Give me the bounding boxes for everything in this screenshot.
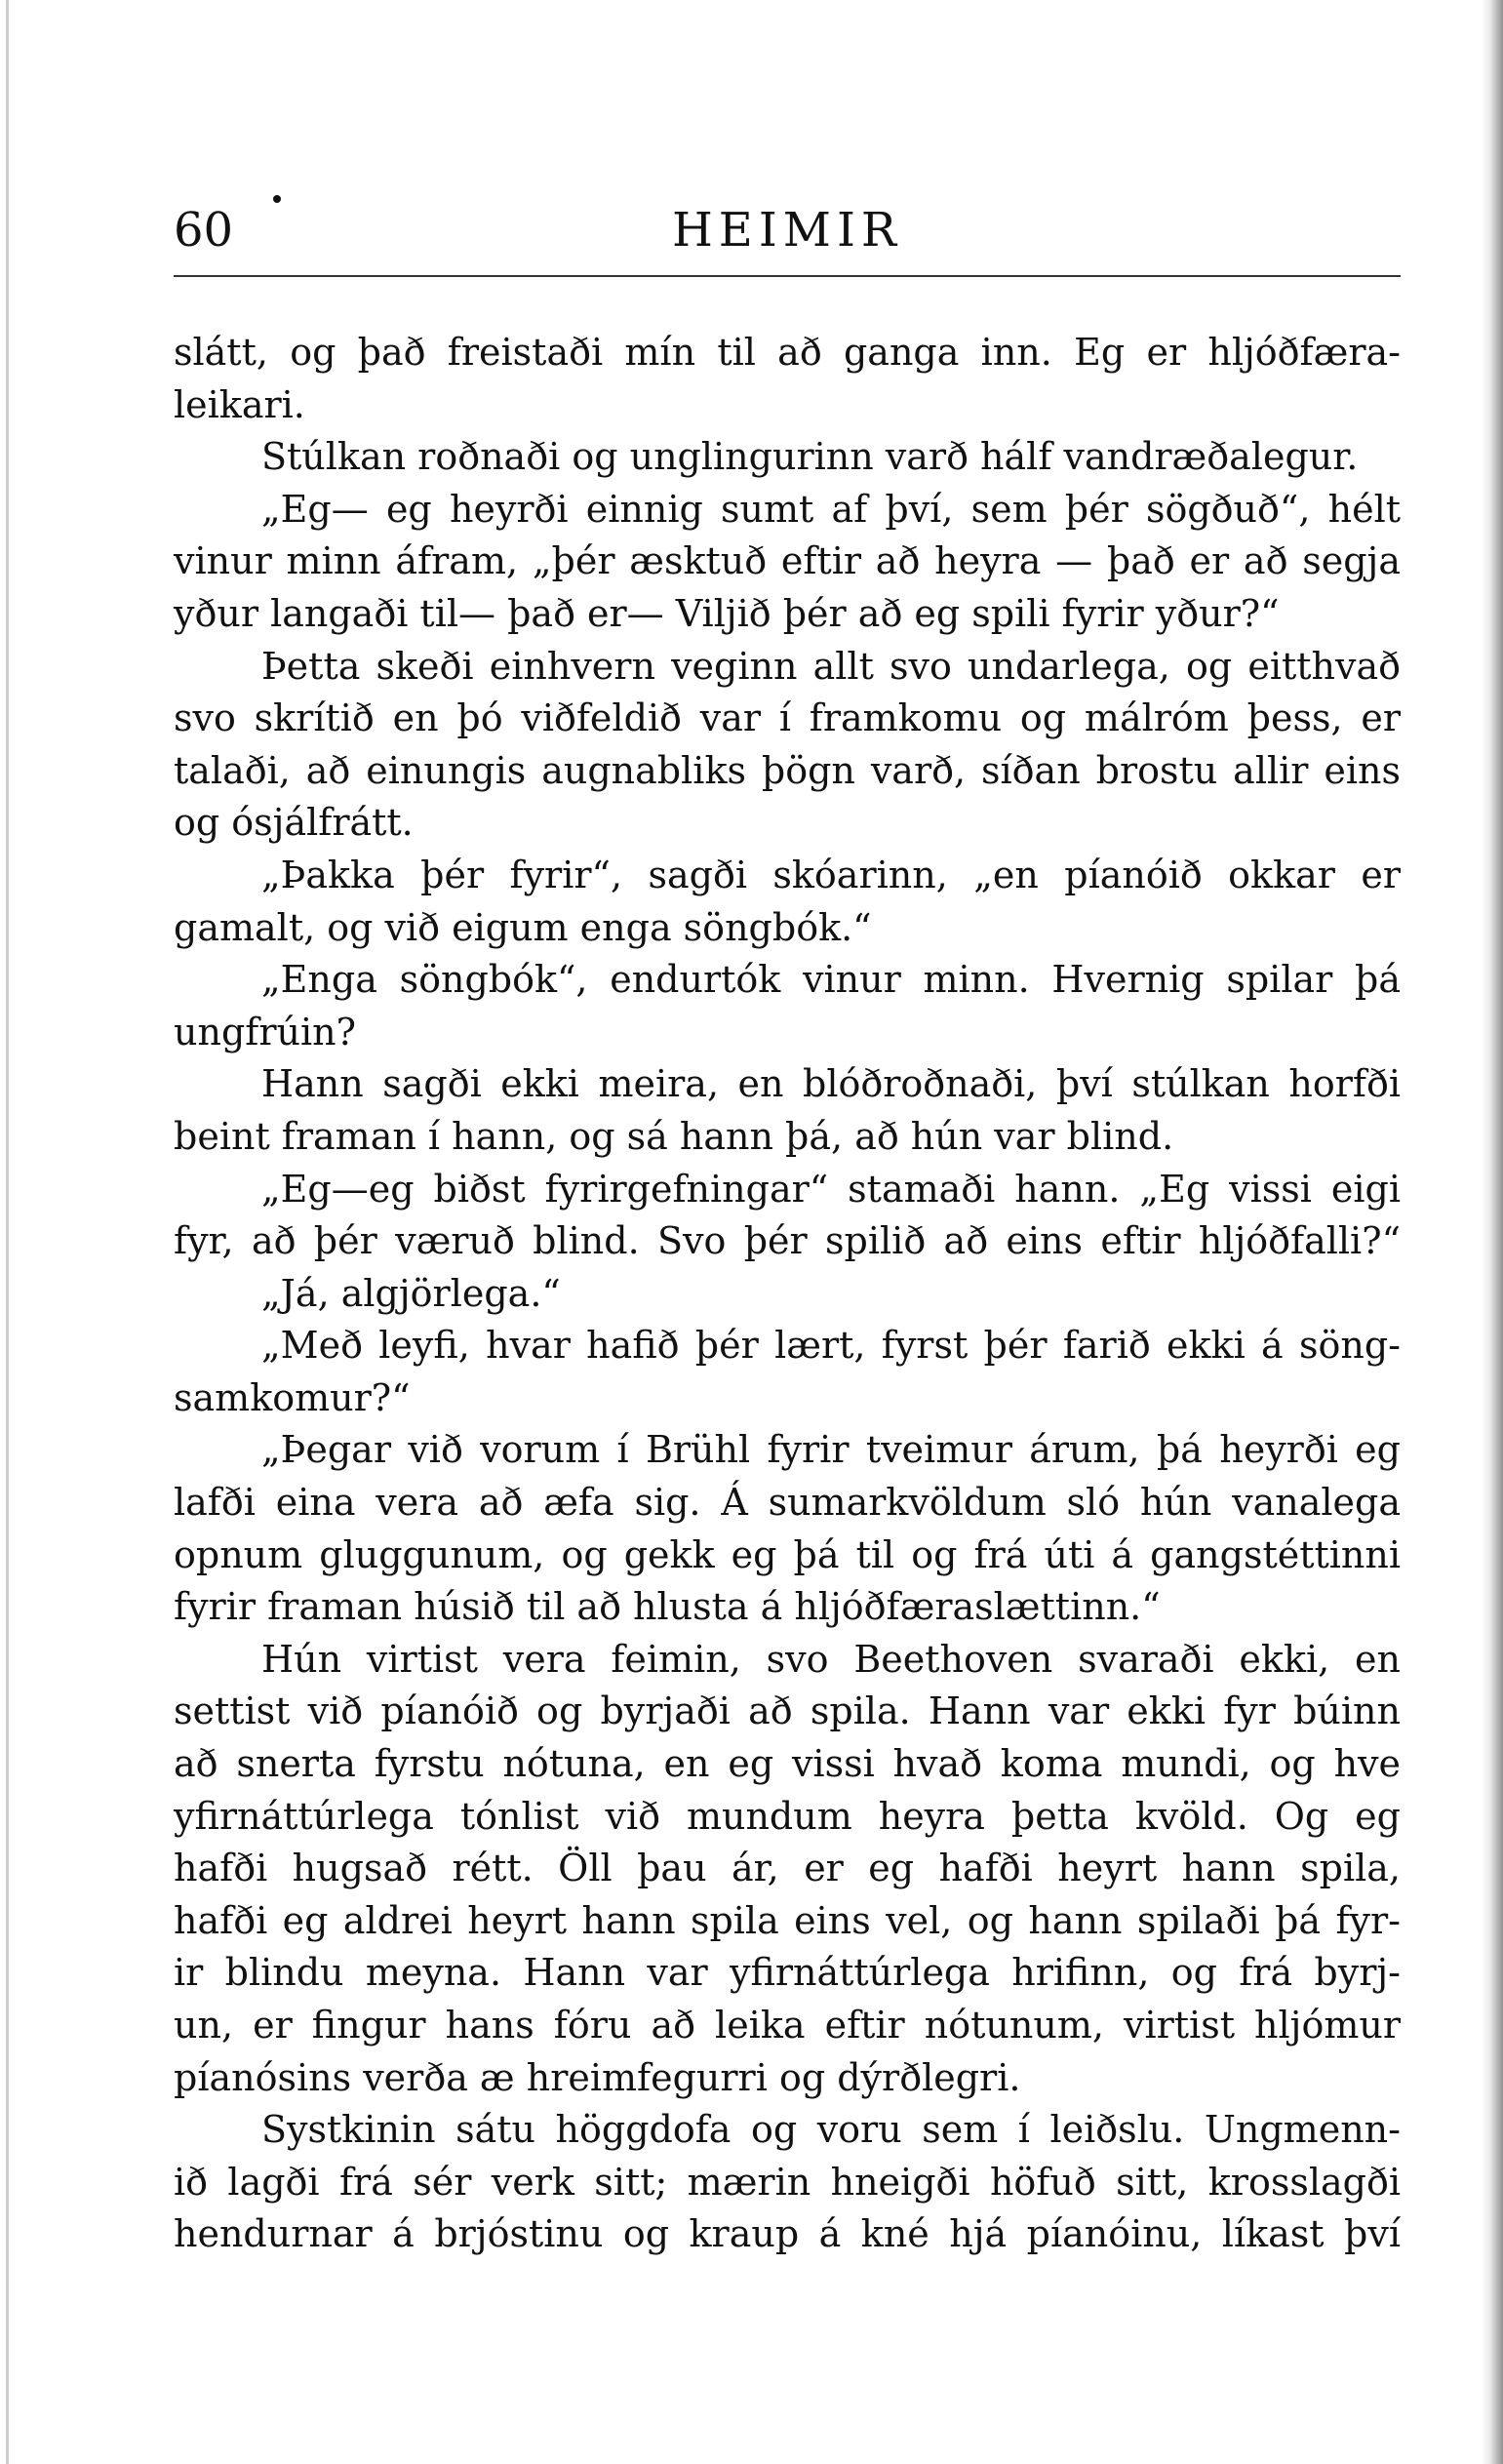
text-line: settist við píanóið og byrjaði að spila. Hann var ekki fyr búinn — [174, 1689, 1401, 1733]
text-line: og ósjálfrátt. — [174, 801, 414, 845]
body-text — [174, 327, 1401, 2261]
text-line: lafði eina vera að æfa sig. Á sumarkvöldum sló hún vanalega — [174, 1481, 1401, 1525]
text-line: „Enga söngbók“, endurtók vinur minn. Hvernig spilar þá — [261, 958, 1401, 1002]
text-line: Hún virtist vera feimin, svo Beethoven svaraði ekki, en — [261, 1637, 1401, 1681]
text-line: „Eg— eg heyrði einnig sumt af því, sem þér sögðuð“, hélt — [261, 487, 1401, 531]
text-line: opnum gluggunum, og gekk eg þá til og frá úti á gangstéttinni — [174, 1532, 1401, 1576]
text-line: ið lagði frá sér verk sitt; mærin hneigði höfuð sitt, krosslagði — [174, 2160, 1401, 2204]
text-line: „Með leyfi, hvar hafið þér lært, fyrst þér farið ekki á söng- — [261, 1324, 1401, 1368]
text-line: Þetta skeði einhvern veginn allt svo undarlega, og eitthvað — [261, 644, 1401, 688]
header-dot — [273, 195, 281, 203]
text-line: píanósins verða æ hreimfegurri og dýrðlegri. — [174, 2055, 1021, 2099]
text-line: hafði eg aldrei heyrt hann spila eins vel, og hann spilaði þá fyr- — [174, 1898, 1401, 1942]
text-line: leikari. — [174, 382, 305, 426]
text-line: að snerta fyrstu nótuna, en eg vissi hvað koma mundi, og hve — [174, 1742, 1401, 1786]
text-line: „Eg—eg biðst fyrirgefningar“ stamaði hann. „Eg vissi eigi — [261, 1167, 1401, 1211]
text-line: talaði, að einungis augnabliks þögn varð, síðan brostu allir eins — [174, 748, 1401, 792]
text-line: gamalt, og við eigum enga söngbók.“ — [174, 905, 872, 949]
page-left-edge — [6, 0, 9, 2464]
text-line: fyrir framan húsið til að hlusta á hljóðfæraslættinn.“ — [174, 1585, 1161, 1629]
text-line: hafði hugsað rétt. Öll þau ár, er eg hafði heyrt hann spila, — [174, 1847, 1401, 1890]
text-line: „Já, algjörlega.“ — [261, 1271, 561, 1315]
page-right-edge — [1482, 0, 1503, 2464]
text-line: svo skrítið en þó viðfeldið var í framkomu og málróm þess, er — [174, 696, 1401, 740]
text-line: „Þegar við vorum í Brühl fyrir tveimur árum, þá heyrði eg — [261, 1428, 1401, 1472]
header-rule — [174, 275, 1401, 277]
text-line: ir blindu meyna. Hann var yfirnáttúrlega hrifinn, og frá byrj- — [174, 1951, 1401, 1995]
text-line: yður langaði til— það er— Viljið þér að eg spili fyrir yður?“ — [174, 591, 1280, 635]
text-line: yfirnáttúrlega tónlist við mundum heyra þetta kvöld. Og eg — [174, 1794, 1401, 1838]
text-line: „Þakka þér fyrir“, sagði skóarinn, „en píanóið okkar er — [261, 853, 1401, 896]
text-line: un, er fingur hans fóru að leika eftir nótunum, virtist hljómur — [174, 2004, 1401, 2047]
text-line: Stúlkan roðnaði og unglingurinn varð hálf vandræðalegur. — [261, 435, 1359, 479]
page-number: 60 — [174, 203, 234, 258]
text-line: fyr, að þér væruð blind. Svo þér spilið að eins eftir hljóðfalli?“ — [174, 1219, 1401, 1263]
text-line: Hann sagði ekki meira, en blóðroðnaði, því stúlkan horfði — [261, 1062, 1401, 1106]
text-line: slátt, og það freistaði mín til að ganga inn. Eg er hljóðfæra- — [174, 331, 1401, 374]
text-line: Systkinin sátu höggdofa og voru sem í leiðslu. Ungmenn- — [261, 2108, 1401, 2152]
text-line: samkomur?“ — [174, 1375, 411, 1419]
page-header — [174, 201, 1401, 259]
text-line: ungfrúin? — [174, 1010, 356, 1053]
text-line: hendurnar á brjóstinu og kraup á kné hjá píanóinu, líkast því — [174, 2212, 1401, 2256]
running-title: HEIMIR — [671, 203, 903, 258]
text-line: vinur minn áfram, „þér æsktuð eftir að heyra — það er að segja — [174, 539, 1401, 583]
text-line: beint framan í hann, og sá hann þá, að hún var blind. — [174, 1114, 1174, 1158]
